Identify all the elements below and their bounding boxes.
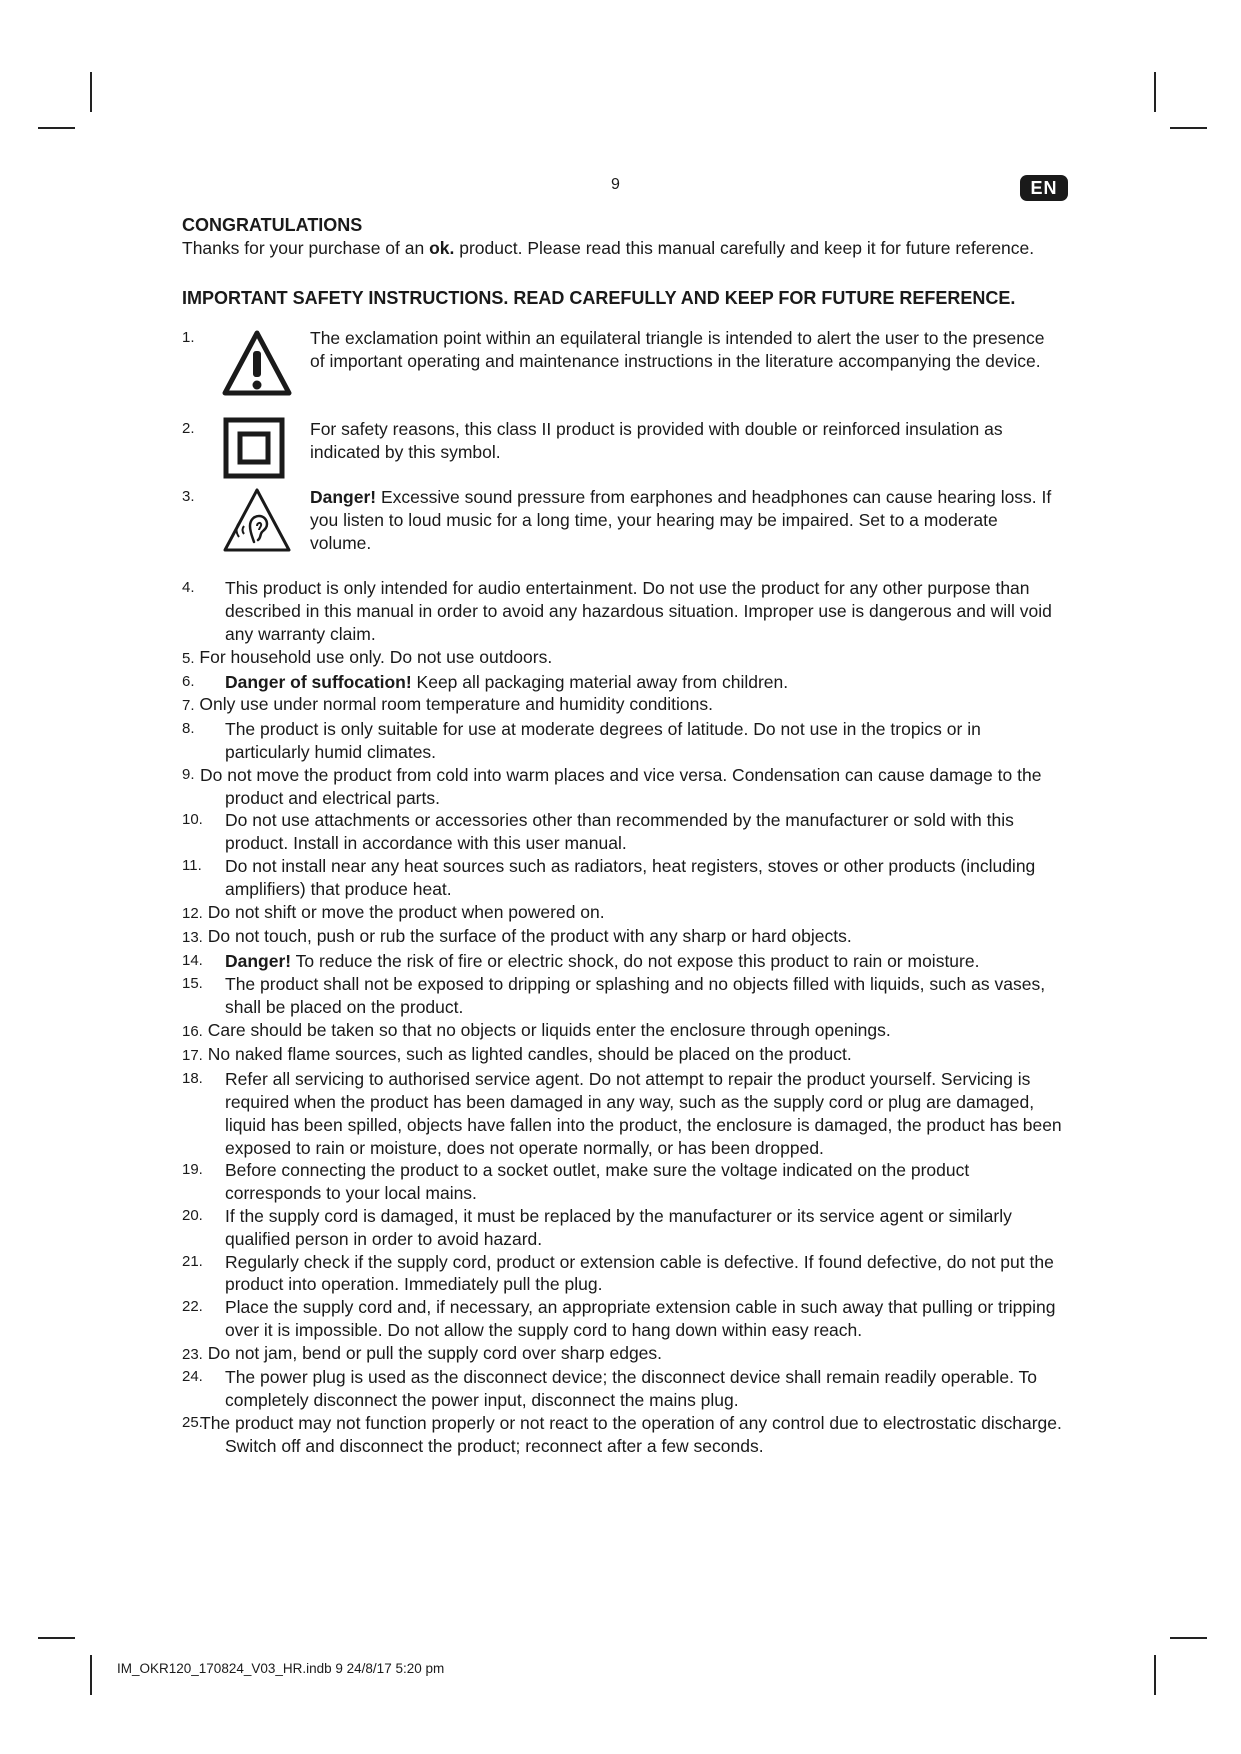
item-number: 23. <box>182 1345 203 1363</box>
item-number: 14. <box>182 952 203 970</box>
double-insulation-icon <box>222 416 292 486</box>
item-number: 16. <box>182 1022 203 1040</box>
hearing-warning-icon <box>222 486 292 556</box>
item-number: 15. <box>182 974 203 992</box>
symbol-item <box>182 486 1062 577</box>
list-item <box>182 1205 1062 1251</box>
danger-label: Danger! <box>310 487 377 508</box>
crop-mark <box>90 1655 92 1695</box>
crop-mark <box>90 72 92 112</box>
item-number: 4. <box>182 579 195 597</box>
item-number: 8. <box>182 720 195 738</box>
list-item <box>182 1412 1062 1458</box>
list-item <box>182 646 1062 671</box>
item-text: The product shall not be exposed to dripping or splashing and no objects filled with liquids, such as vases, shall be placed on the product. <box>225 973 1046 1017</box>
item-number: 25. <box>182 1414 203 1432</box>
item-number: 17. <box>182 1047 203 1065</box>
crop-mark <box>1170 127 1207 129</box>
item-number: 22. <box>182 1298 203 1316</box>
crop-mark <box>1154 1655 1156 1695</box>
item-text: Refer all servicing to authorised service agent. Do not attempt to repair the product yourself. Servicing is required when the product has been damaged in any way, such as the supply cord or plug are damaged, liquid has been spilled, objects have fallen into the product, the enclosure is damaged, the product has been exposed to rain or moisture, does not operate normally, or has been dropped. <box>225 1069 1062 1158</box>
item-number: 5. <box>182 649 195 667</box>
crop-mark <box>1170 1637 1207 1639</box>
item-text: For household use only. Do not use outdoors. <box>199 646 553 667</box>
brand-name: ok. <box>429 237 455 258</box>
list-item <box>182 855 1062 901</box>
item-text: To reduce the risk of fire or electric shock, do not expose this product to rain or moisture. <box>291 951 980 972</box>
item-text: The product is only suitable for use at moderate degrees of latitude. Do not use in the tropics or in particularly humid climates. <box>225 719 981 762</box>
safety-heading: IMPORTANT SAFETY INSTRUCTIONS. READ CAREFULLY AND KEEP FOR FUTURE REFERENCE. <box>182 287 1016 308</box>
item-text: Care should be taken so that no objects or liquids enter the enclosure through openings. <box>207 1019 891 1040</box>
warning-triangle-icon <box>222 327 292 397</box>
item-number: 24. <box>182 1368 203 1386</box>
crop-mark <box>38 127 75 129</box>
item-text: The power plug is used as the disconnect device; the disconnect device shall remain readily operable. To completely disconnect the power input, disconnect the mains plug. <box>225 1367 1037 1411</box>
item-text: No naked flame sources, such as lighted candles, should be placed on the product. <box>207 1044 852 1065</box>
intro-after: product. Please read this manual carefully and keep it for future reference. <box>454 237 1035 258</box>
item-text: Do not jam, bend or pull the supply cord over sharp edges. <box>207 1342 663 1363</box>
item-number: 10. <box>182 811 203 829</box>
list-item <box>182 693 1062 718</box>
item-text: Do not move the product from cold into warm places and vice versa. Condensation can cause damage to the product and electrical parts. <box>200 764 1042 808</box>
item-text <box>310 486 1062 554</box>
item-text: For safety reasons, this class II product is provided with double or reinforced insulation as indicated by this symbol. <box>310 419 1003 463</box>
item-number: 13. <box>182 929 203 947</box>
list-item <box>182 925 1062 950</box>
list-item <box>182 1019 1062 1044</box>
danger-label: Danger of suffocation! <box>225 671 412 692</box>
crop-mark <box>38 1637 75 1639</box>
list-item <box>182 809 1062 855</box>
list-item <box>182 1043 1062 1068</box>
item-text: Do not shift or move the product when powered on. <box>207 901 605 922</box>
safety-list <box>182 577 1062 1457</box>
list-item <box>182 1159 1062 1205</box>
crop-mark <box>1154 72 1156 112</box>
page-number: 9 <box>611 176 620 193</box>
item-text: Place the supply cord and, if necessary, an appropriate extension cable in such away that pulling or tripping over it is impossible. Do not allow the supply cord to hang down within easy reach. <box>225 1297 1056 1340</box>
item-text: The exclamation point within an equilateral triangle is intended to alert the user to the presence of important operating and maintenance instructions in the literature accompanying the device. <box>310 328 1045 372</box>
item-number: 7. <box>182 697 195 715</box>
list-item <box>182 1251 1062 1297</box>
list-item <box>182 671 1062 694</box>
manual-content <box>182 214 1062 1458</box>
list-item <box>182 1342 1062 1367</box>
list-item <box>182 901 1062 926</box>
item-number: 18. <box>182 1070 203 1088</box>
symbol-item <box>182 418 1062 486</box>
item-number: 3. <box>182 488 195 506</box>
item-text: If the supply cord is damaged, it must be replaced by the manufacturer or its service agent or similarly qualified person in order to avoid hazard. <box>225 1205 1012 1249</box>
item-number: 1. <box>182 329 195 347</box>
item-text: Only use under normal room temperature and humidity conditions. <box>199 694 713 715</box>
item-number: 21. <box>182 1252 203 1270</box>
item-text: Regularly check if the supply cord, product or extension cable is defective. If found defective, do not put the product into operation. Immediately pull the plug. <box>225 1251 1054 1295</box>
item-text: Before connecting the product to a socket outlet, make sure the voltage indicated on the product corresponds to your local mains. <box>225 1160 970 1204</box>
item-number: 11. <box>182 856 202 874</box>
list-item <box>182 718 1062 764</box>
intro-text <box>182 237 1062 260</box>
list-item <box>182 764 1062 810</box>
item-number: 19. <box>182 1161 203 1179</box>
item-text: This product is only intended for audio entertainment. Do not use the product for any other purpose than described in this manual in order to avoid any hazardous situation. Improper use is dangerous and will void any warranty claim. <box>225 578 1052 644</box>
list-item <box>182 1068 1062 1159</box>
item-text: Keep all packaging material away from children. <box>411 671 789 692</box>
item-number: 6. <box>182 672 195 690</box>
list-item <box>182 950 1062 973</box>
print-footer: IM_OKR120_170824_V03_HR.indb 9 24/8/17 5:20 pm <box>117 1661 445 1676</box>
list-item <box>182 577 1062 645</box>
symbol-item <box>182 327 1062 418</box>
item-text: Do not use attachments or accessories other than recommended by the manufacturer or sold with this product. Install in accordance with this user manual. <box>225 810 1014 854</box>
item-text: Do not install near any heat sources such as radiators, heat registers, stoves or other products (including amplifiers) that produce heat. <box>225 855 1036 899</box>
item-number: 12. <box>182 904 203 922</box>
intro-before: Thanks for your purchase of an <box>182 237 430 258</box>
item-number: 20. <box>182 1206 203 1224</box>
item-text: Do not touch, push or rub the surface of the product with any sharp or hard objects. <box>207 926 852 947</box>
item-text: The product may not function properly or not react to the operation of any control due to electrostatic discharge. Switch off and disconnect the product; reconnect after a few seconds. <box>200 1413 1062 1456</box>
language-badge: EN <box>1020 175 1068 201</box>
item-number: 2. <box>182 420 195 438</box>
list-item <box>182 1366 1062 1412</box>
item-text-body: Excessive sound pressure from earphones and headphones can cause hearing loss. If you listen to loud music for a long time, your hearing may be impaired. Set to a moderate volume. <box>310 487 1052 553</box>
item-number: 9. <box>182 765 195 783</box>
list-item <box>182 1296 1062 1342</box>
list-item <box>182 973 1062 1019</box>
page-title: CONGRATULATIONS <box>182 215 363 235</box>
danger-label: Danger! <box>225 951 292 972</box>
symbol-list <box>182 327 1062 577</box>
